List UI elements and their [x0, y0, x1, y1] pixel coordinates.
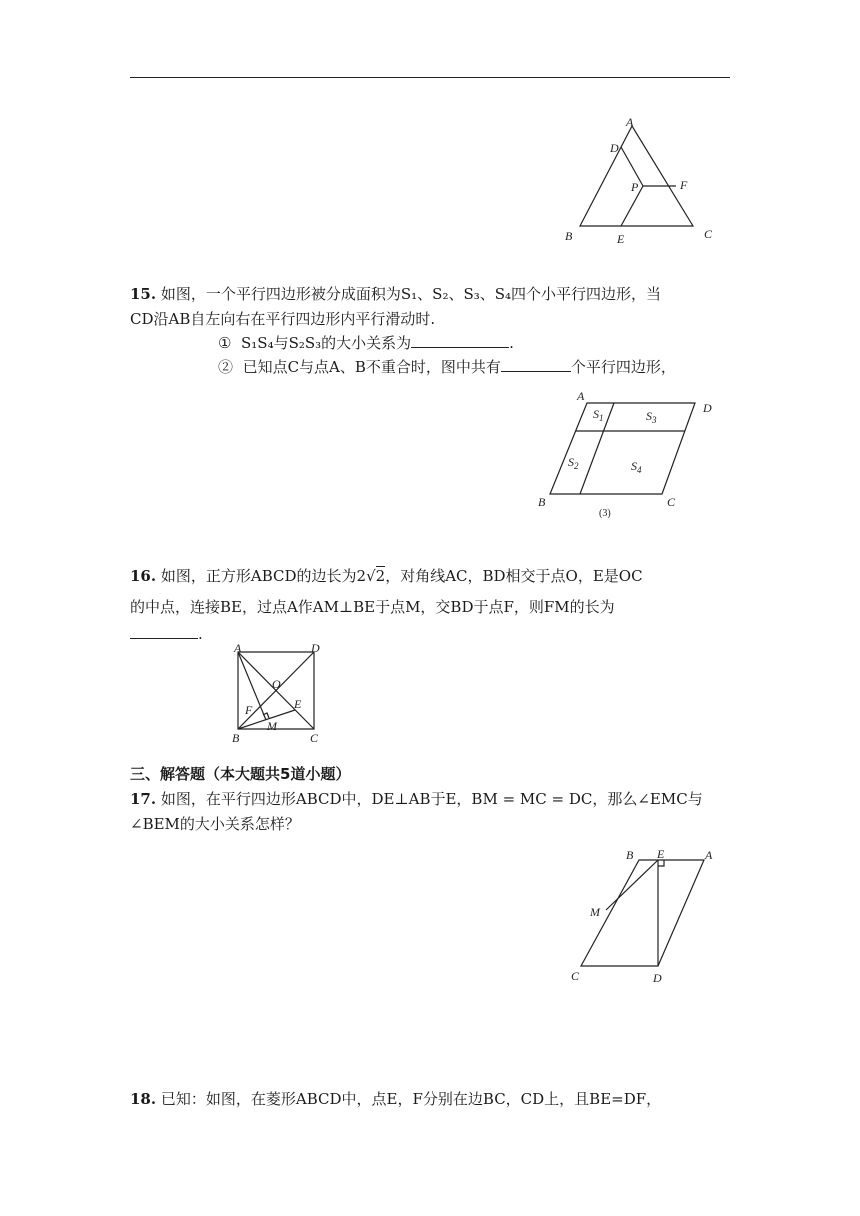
q15-answer-blank-2[interactable] — [501, 357, 571, 372]
segment-em — [606, 860, 658, 910]
q17-parallelogram-figure — [565, 840, 735, 990]
parallelogram-abcd — [550, 403, 695, 494]
label-e: E — [617, 232, 625, 246]
label-o: O — [272, 677, 281, 691]
label-s4: $S_4$ — [631, 459, 642, 475]
q16-answer-blank[interactable] — [130, 624, 198, 639]
label-m: M — [590, 905, 600, 919]
q15-number: 15. — [130, 285, 157, 303]
label-f: F — [680, 178, 688, 192]
label-b: B — [538, 495, 546, 509]
triangle-abc — [580, 126, 693, 226]
label-a: A — [577, 389, 585, 403]
q15-line2: CD沿AB自左向右在平行四边形内平行滑动时. — [130, 310, 436, 328]
label-s2: $S_2$ — [568, 455, 579, 471]
q18-text1: 已知：如图，在菱形ABCD中，点E，F分别在边BC，CD上，且BE=DF， — [160, 1090, 662, 1108]
label-f: F — [245, 703, 253, 717]
label-d: D — [653, 971, 662, 985]
label-b: B — [232, 731, 240, 745]
q15-answer-blank-1[interactable] — [411, 333, 509, 348]
q15-item1-end: . — [509, 334, 514, 352]
q16-text1c: ，对角线AC，BD相交于点O，E是OC — [385, 567, 643, 585]
sqrt-sign: √ — [366, 567, 376, 585]
label-b: B — [626, 848, 634, 862]
label-e: E — [657, 847, 665, 861]
q16-line3-end: . — [198, 625, 203, 643]
label-a: A — [705, 848, 713, 862]
label-b: B — [565, 229, 573, 243]
q15-text1: 如图，一个平行四边形被分成面积为S₁、S₂、S₃、S₄四个小平行四边形，当 — [160, 285, 662, 303]
q16-sqrt-radicand: 2 — [375, 567, 386, 585]
q15-line1 — [130, 284, 661, 304]
q15-item2-mark: ② — [218, 358, 234, 376]
q15-item1-text: S₁S₄与S₂S₃的大小关系为 — [241, 334, 412, 352]
label-c: C — [310, 731, 319, 745]
label-e: E — [294, 697, 302, 711]
label-d: D — [610, 141, 619, 155]
label-d: D — [703, 401, 712, 415]
triangle-figure — [555, 110, 735, 250]
q15-item2 — [218, 357, 676, 377]
q17-line2: ∠BEM的大小关系怎样？ — [130, 815, 300, 833]
label-a: A — [234, 641, 242, 655]
label-c: C — [704, 227, 713, 241]
q15-item2-text: 已知点C与点A、B不重合时，图中共有 — [242, 358, 501, 376]
q16-number: 16. — [130, 567, 157, 585]
q15-item2-end: 个平行四边形， — [570, 358, 676, 376]
q16-text1a: 如图，正方形ABCD的边长为2 — [160, 567, 367, 585]
label-c: C — [571, 969, 580, 983]
label-d: D — [311, 641, 320, 655]
q15-item1 — [218, 333, 514, 353]
q17-text1: 如图，在平行四边形ABCD中，DE⊥AB于E，BM = MC = DC，那么∠EMC与 — [160, 790, 703, 808]
q15-item1-mark: ① — [218, 334, 232, 352]
parallelogram-figure — [530, 388, 730, 523]
label-p: P — [631, 180, 639, 194]
q18-number: 18. — [130, 1090, 157, 1108]
section-heading: 三、解答题（本大题共5道小题） — [130, 765, 351, 783]
q17-line1 — [130, 789, 703, 809]
q16-line2: 的中点，连接BE，过点A作AM⊥BE于点M，交BD于点F，则FM的长为 — [130, 598, 615, 616]
q17-number: 17. — [130, 790, 157, 808]
label-c: C — [667, 495, 676, 509]
square-figure — [228, 640, 328, 748]
figure-caption: (3) — [599, 508, 611, 519]
q16-line1 — [130, 566, 643, 586]
header-rule — [130, 77, 730, 78]
label-m: M — [267, 719, 277, 733]
label-s1: $S_1$ — [593, 407, 604, 423]
label-a: A — [626, 115, 634, 129]
label-s3: $S_3$ — [646, 409, 657, 425]
q16-line3 — [130, 624, 203, 644]
q18-line1 — [130, 1089, 661, 1109]
